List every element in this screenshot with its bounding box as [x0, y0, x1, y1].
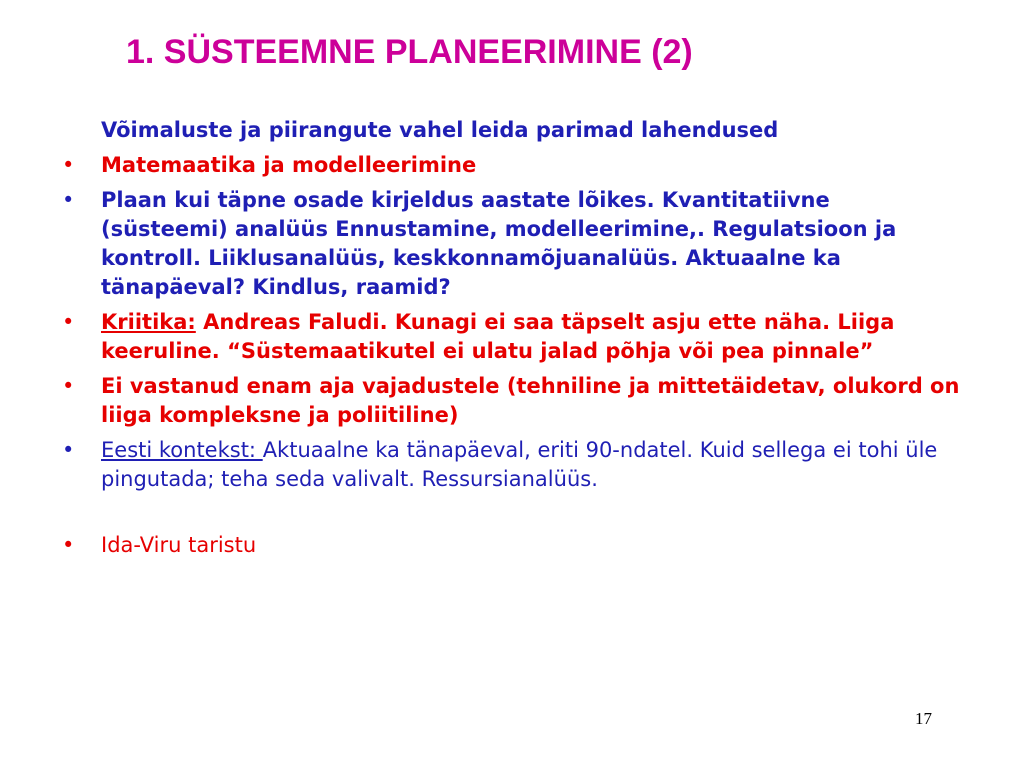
page-number: 17 [915, 709, 932, 728]
bullet-label-estonian-context: Eesti kontekst: [101, 438, 263, 462]
bullet-label-critique: Kriitika: [101, 310, 196, 334]
bullet-text: Matemaatika ja modelleerimine [101, 153, 477, 177]
bullet-item-math-modelling [62, 151, 962, 180]
bullet-item-needs-mismatch [62, 372, 962, 430]
bullet-list [62, 151, 962, 560]
bullet-text: Ei vastanud enam aja vajadustele (tehniline ja mittetäidetav, olukord on liiga kompleksne ja poliitiline) [101, 374, 960, 427]
slide-title: 1. SÜSTEEMNE PLANEERIMINE (2) [126, 33, 693, 71]
bullet-item-estonian-context [62, 436, 962, 494]
bullet-item-ida-viru [62, 531, 962, 560]
bullet-text: Andreas Faludi. Kunagi ei saa täpselt asju ette näha. Liiga keeruline. “Süstemaatikutel ei ulatu jalad põhja või pea pinnale” [101, 310, 895, 363]
bullet-text: Plaan kui täpne osade kirjeldus aastate lõikes. Kvantitatiivne (süsteemi) analüüs Ennustamine, modelleerimine,. Regulatsioon ja kontroll. Liiklusanalüüs, keskkonnamõjuanalüüs. Aktuaalne ka tänapäeval? Kindlus, raamid? [101, 188, 897, 299]
bullet-item-plan-description [62, 186, 962, 302]
bullet-text: Ida-Viru taristu [101, 533, 257, 557]
intro-line: Võimaluste ja piirangute vahel leida parimad lahendused [101, 118, 779, 142]
bullet-text: Aktuaalne ka tänapäeval, eriti 90-ndatel. Kuid sellega ei tohi üle pingutada; teha seda valivalt. Ressursianalüüs. [101, 438, 938, 491]
bullet-item-critique [62, 308, 962, 366]
